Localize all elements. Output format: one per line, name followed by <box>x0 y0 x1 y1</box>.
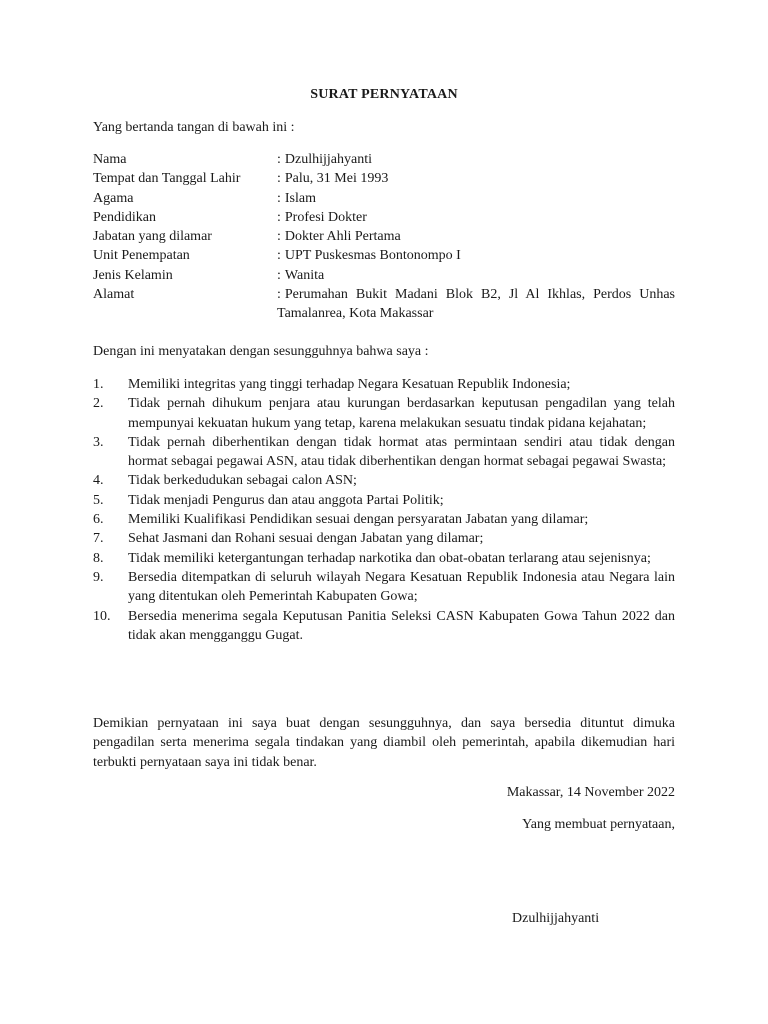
identity-label: Agama <box>93 190 134 206</box>
identity-label: Nama <box>93 152 127 167</box>
document-title: SURAT PERNYATAAN <box>310 87 458 102</box>
list-number: 3. <box>93 434 104 450</box>
list-number: 4. <box>93 473 104 489</box>
list-item <box>93 568 675 607</box>
identity-colon: : <box>277 171 281 187</box>
identity-value: Wanita <box>284 267 325 283</box>
list-item <box>93 471 675 490</box>
identity-colon: : <box>277 190 281 206</box>
statement-list <box>93 375 675 645</box>
list-text: Tidak menjadi Pengurus dan atau anggota Partai Politik; <box>128 492 444 508</box>
signer-name: Dzulhijjahyanti <box>512 911 600 926</box>
list-text: Bersedia ditempatkan di seluruh wilayah Negara Kesatuan Republik Indonesia atau Negara lain yang ditentukan oleh Pemerintah Kabupaten Gowa; <box>128 569 675 605</box>
identity-colon: : <box>277 248 281 264</box>
identity-row-pendidikan <box>93 208 675 227</box>
list-number: 5. <box>93 492 104 508</box>
identity-colon: : <box>277 229 281 245</box>
list-text: Tidak pernah dihukum penjara atau kurungan berdasarkan keputusan pengadilan yang telah mempunyai kekuatan hukum yang tetap, karena melakukan sesuatu tindak pidana kejahatan; <box>128 396 675 431</box>
list-number: 8. <box>93 550 104 566</box>
list-text: Tidak berkedudukan sebagai calon ASN; <box>128 473 357 489</box>
identity-colon: : <box>277 152 281 167</box>
intro-text: Yang bertanda tangan di bawah ini : <box>93 120 295 135</box>
identity-label: Tempat dan Tanggal Lahir <box>93 171 241 187</box>
list-item <box>93 549 675 568</box>
identity-row-ttl <box>93 169 675 188</box>
list-number: 6. <box>93 512 104 528</box>
list-text: Sehat Jasmani dan Rohani sesuai dengan Jabatan yang dilamar; <box>128 531 484 547</box>
identity-label: Jenis Kelamin <box>93 267 173 283</box>
list-number: 1. <box>93 377 104 392</box>
identity-colon: : <box>277 267 281 283</box>
list-number: 9. <box>93 569 104 585</box>
declaration-intro: Dengan ini menyatakan dengan sesungguhnya bahwa saya : <box>93 344 429 359</box>
identity-table <box>93 150 675 324</box>
list-item <box>93 529 675 548</box>
list-text: Tidak pernah diberhentikan dengan tidak hormat atas permintaan sendiri atau tidak dengan hormat sebagai pegawai ASN, atau tidak diberhentikan dengan hormat sebagai pegawai Swasta; <box>128 434 675 470</box>
list-item <box>93 607 675 646</box>
list-number: 2. <box>93 396 104 412</box>
identity-row-jabatan <box>93 227 675 246</box>
identity-colon: : <box>277 209 281 225</box>
list-text: Tidak memiliki ketergantungan terhadap narkotika dan obat-obatan terlarang atau sejenisnya; <box>128 550 651 566</box>
identity-row-alamat <box>93 285 675 324</box>
identity-row-unit <box>93 246 675 265</box>
list-item <box>93 510 675 529</box>
identity-row-agama <box>93 189 675 208</box>
list-text: Bersedia menerima segala Keputusan Panitia Seleksi CASN Kabupaten Gowa Tahun 2022 dan tidak akan mengganggu Gugat. <box>128 608 675 643</box>
signer-label: Yang membuat pernyataan, <box>522 817 675 832</box>
identity-label: Jabatan yang dilamar <box>93 229 212 245</box>
identity-value: Dokter Ahli Pertama <box>284 229 401 245</box>
list-item <box>93 375 675 394</box>
list-number: 10. <box>93 608 111 624</box>
identity-label: Pendidikan <box>93 209 156 225</box>
identity-label: Unit Penempatan <box>93 248 190 264</box>
identity-colon: : <box>277 287 281 303</box>
identity-row-jenis-kelamin <box>93 266 675 285</box>
identity-value: Perumahan Bukit Madani Blok B2, Jl Al Ikhlas, Perdos Unhas Tamalanrea, Kota Makassar <box>277 287 675 322</box>
place-date: Makassar, 14 November 2022 <box>506 785 675 800</box>
identity-label: Alamat <box>93 287 135 303</box>
list-item <box>93 491 675 510</box>
list-item <box>93 433 675 472</box>
identity-value: UPT Puskesmas Bontonompo I <box>284 248 461 264</box>
list-text: Memiliki integritas yang tinggi terhadap Negara Kesatuan Republik Indonesia; <box>128 377 571 392</box>
identity-value: Palu, 31 Mei 1993 <box>284 171 389 187</box>
identity-value: Profesi Dokter <box>284 209 367 225</box>
identity-row-nama <box>93 150 675 169</box>
identity-value: Dzulhijjahyanti <box>284 152 372 167</box>
list-item <box>93 394 675 433</box>
list-text: Memiliki Kualifikasi Pendidikan sesuai dengan persyaratan Jabatan yang dilamar; <box>128 512 589 528</box>
identity-value: Islam <box>284 190 316 206</box>
closing-paragraph: Demikian pernyataan ini saya buat dengan sesungguhnya, dan saya bersedia dituntut dimuka pengadilan serta menerima segala tindakan yang diambil oleh pemerintah, apabila dikemudian hari terbukti pernyataan saya ini tidak benar. <box>93 716 675 770</box>
list-number: 7. <box>93 531 104 547</box>
